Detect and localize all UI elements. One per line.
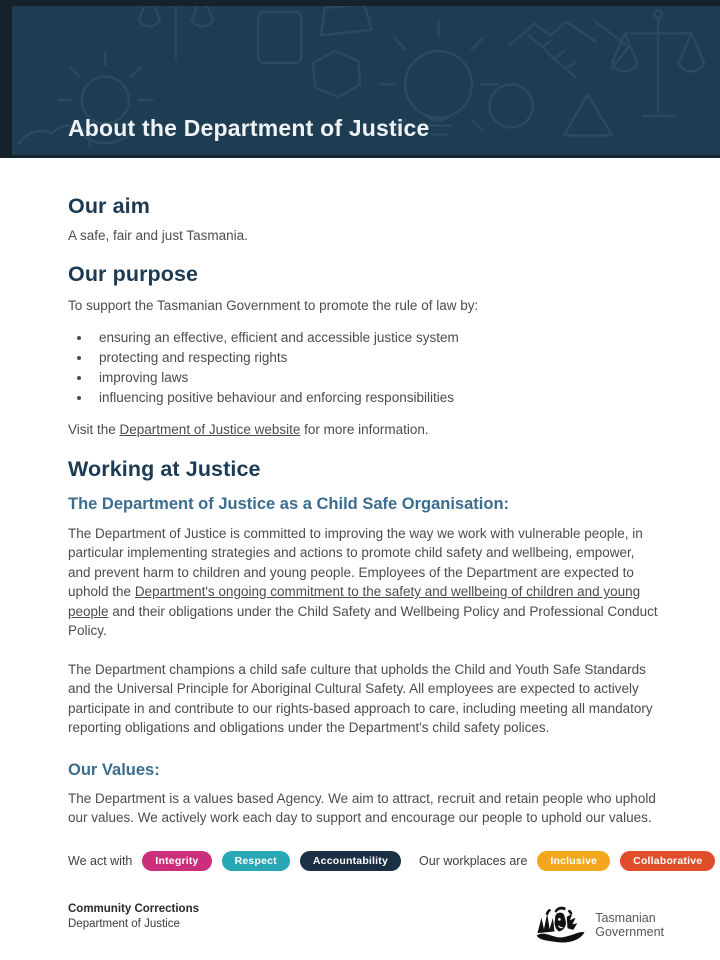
logo-text <box>595 911 664 940</box>
subheading-our-values: Our Values: <box>68 760 160 779</box>
badge-integrity: Integrity <box>142 851 211 871</box>
list-item: • improving laws <box>92 368 660 388</box>
values-badge-row <box>68 851 703 871</box>
footer <box>68 902 664 948</box>
square-icon <box>258 12 301 63</box>
triangle-icon <box>564 94 612 135</box>
page-title: About the Department of Justice <box>68 115 430 141</box>
workplaces-label: Our workplaces are <box>419 853 528 868</box>
visit-prefix: Visit the <box>68 422 120 437</box>
logo-line-2: Government <box>595 925 664 939</box>
heading-our-purpose: Our purpose <box>68 261 199 286</box>
child-safe-paragraph-1 <box>68 524 660 641</box>
scales-icon <box>612 10 704 116</box>
visit-suffix: for more information. <box>300 422 429 437</box>
doj-website-link[interactable]: Department of Justice website <box>119 422 301 437</box>
list-item: • influencing positive behaviour and enforcing responsibilities <box>92 388 660 408</box>
badge-inclusive: Inclusive <box>537 851 610 871</box>
p1-text-after: and their obligations under the Child Safety and Wellbeing Policy and Professional Conduct Policy. <box>68 603 658 638</box>
scales-icon <box>139 6 213 58</box>
badge-respect: Respect <box>222 851 290 871</box>
badge-collaborative: Collaborative <box>620 851 715 871</box>
circle-icon <box>490 84 533 127</box>
heading-our-aim: Our aim <box>68 194 150 218</box>
subheading-child-safe: The Department of Justice as a Child Safe Organisation: <box>68 494 510 513</box>
heading-working-at-justice: Working at Justice <box>68 456 261 481</box>
purpose-intro: To support the Tasmanian Government to promote the rule of law by: <box>68 297 479 313</box>
values-paragraph: The Department is a values based Agency. We aim to attract, recruit and retain people who uphold our values. We actively work each day to support and encourage our people to uphold our values. <box>68 790 656 825</box>
footer-dept-name: Department of Justice <box>68 918 180 930</box>
badge-accountability: Accountability <box>300 851 401 871</box>
footer-org-name: Community Corrections <box>68 903 199 915</box>
tasmanian-government-logo <box>535 902 664 948</box>
aim-text: A safe, fair and just Tasmania. <box>68 228 248 243</box>
child-safe-paragraph-2: The Department champions a child safe culture that upholds the Child and Youth Safe Standards and the Universal Principle for Aboriginal Cultural Safety. All employees are expected to actively participate in and contribute to our rights-based approach to care, including meeting all mandatory reporting obligations and obligations under the Department's child safety polices. <box>68 661 653 735</box>
child-safety-commitment-link[interactable]: Department's ongoing commitment to the safety and wellbeing of children and young people <box>68 584 641 619</box>
trapezoid-icon <box>321 6 372 35</box>
p1-text-before: The Department of Justice is committed to improving the way we work with vulnerable people, in particular implementing strategies and actions to promote child safety and wellbeing, empower, and prevent harm to children and young people. Employees of the Department are expected to uphold the <box>68 525 643 599</box>
visit-website-line <box>68 420 660 440</box>
act-with-label: We act with <box>68 853 133 868</box>
purpose-bullet-list <box>68 328 660 408</box>
document-body <box>0 194 720 871</box>
handshake-icon <box>509 22 629 78</box>
list-item: • protecting and respecting rights <box>92 348 660 368</box>
hexagon-icon <box>313 51 360 97</box>
list-item: • ensuring an effective, efficient and accessible justice system <box>92 328 660 348</box>
header-banner <box>0 0 720 158</box>
footer-org-block <box>68 902 199 932</box>
logo-line-1: Tasmanian <box>595 910 656 925</box>
thylacine-logo-icon <box>535 902 587 948</box>
